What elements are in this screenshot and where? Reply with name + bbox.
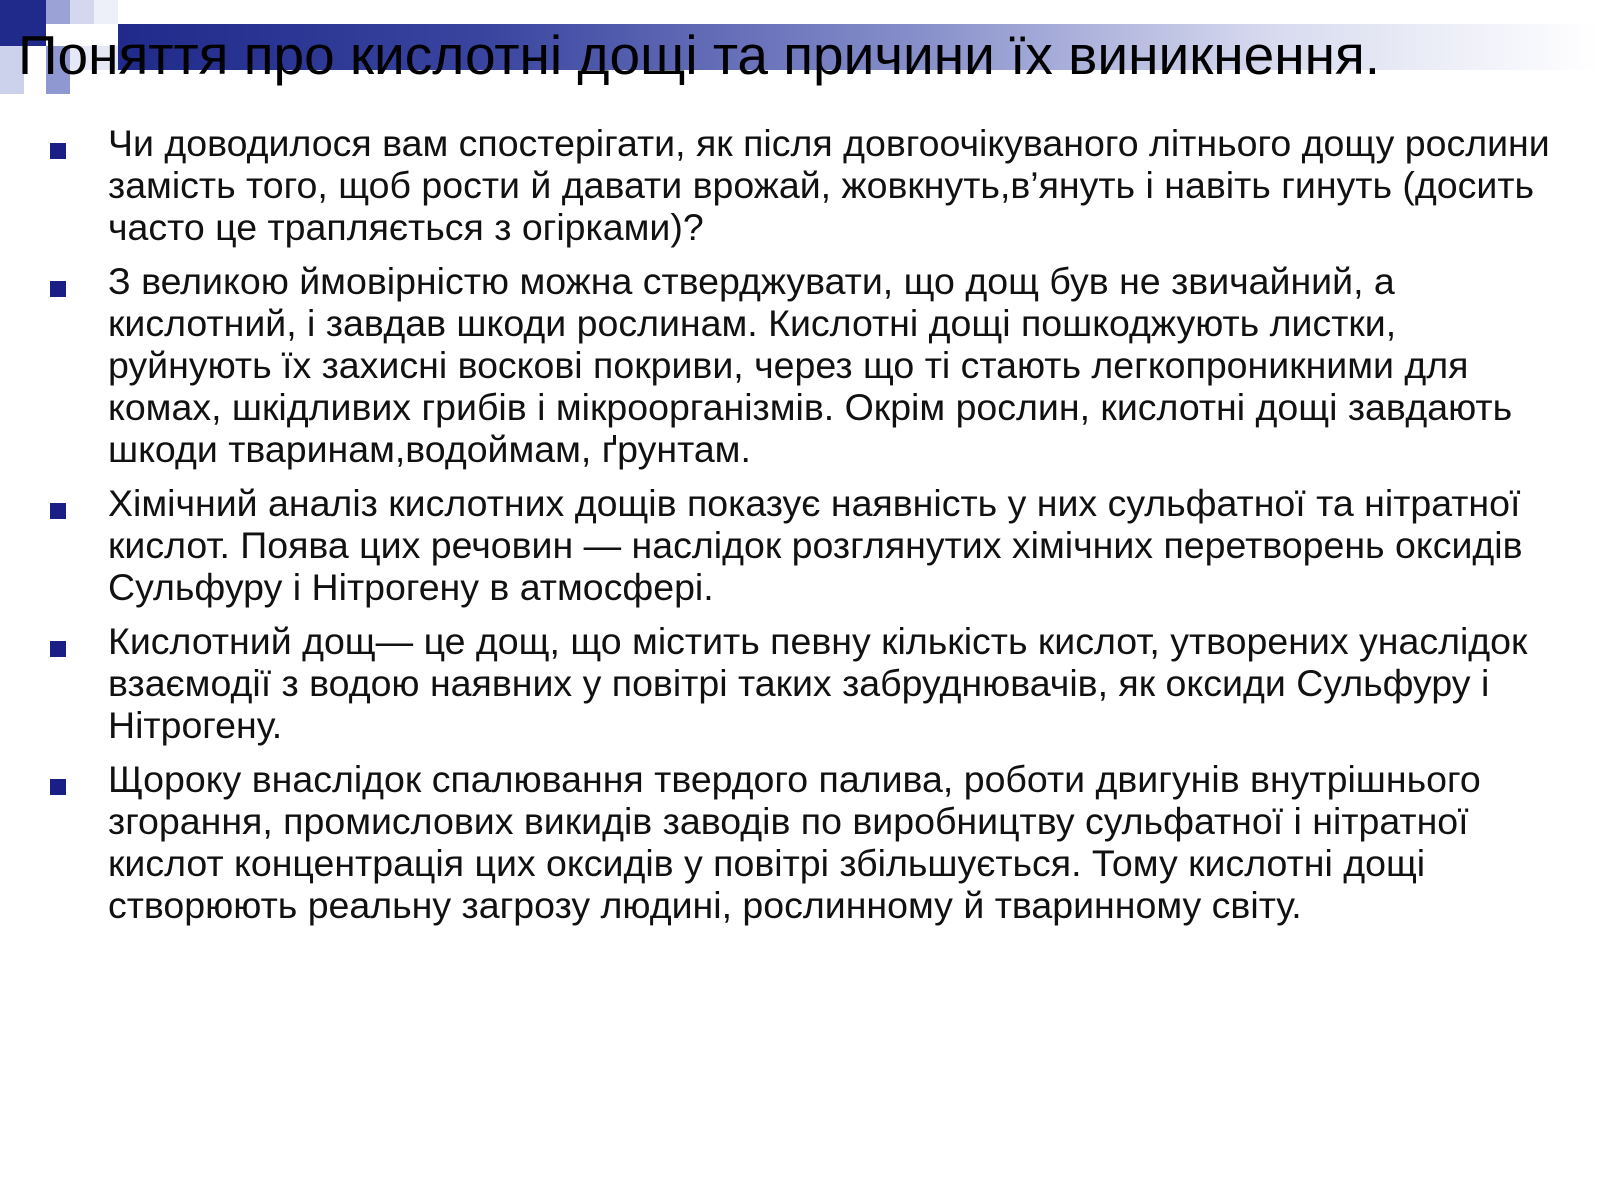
square-bullet-icon: [50, 641, 66, 657]
bullet-text: Чи доводилося вам спостерігати, як після довгоочікуваного літнього дощу рослини замість того, щоб рости й давати врожай, жовкнуть,в’януть і навіть гинуть (досить часто це трапляється з огірками)?: [108, 122, 1550, 248]
bullet-list: [0, 122, 1600, 938]
square-bullet-icon: [50, 503, 66, 519]
square-bullet-icon: [50, 281, 66, 297]
bullet-item: [0, 758, 1600, 926]
bullet-text: Хімічний аналіз кислотних дощів показує наявність у них сульфатної та нітратної кислот. Поява цих речовин — наслідок розглянутих хімічних перетворень оксидів Сульфуру і Нітрогену в атмосфері.: [108, 482, 1523, 608]
bullet-item: [0, 620, 1600, 746]
square-bullet-icon: [50, 779, 66, 795]
bullet-item: [0, 482, 1600, 608]
slide-title: Поняття про кислотні дощі та причини їх виникнення.: [18, 24, 1381, 86]
bullet-text: Щороку внаслідок спалювання твердого палива, роботи двигунів внутрішнього згорання, промислових викидів заводів по виробництву сульфатної і нітратної кислот концентрація цих оксидів у повітрі збільшується. Тому кислотні дощі створюють реальну загрозу людині, рослинному й тваринному світу.: [108, 758, 1481, 926]
bullet-item: [0, 122, 1600, 248]
bullet-text: З великою ймовірністю можна стверджувати, що дощ був не звичайний, а кислотний, і завдав шкоди рослинам. Кислотні дощі пошкоджують листки, руйнують їх захисні воскові покриви, через що ті стають легкопроникними для комах, шкідливих грибів і мікроорганізмів. Окрім рослин, кислотні дощі завдають шкоди тваринам,водоймам, ґрунтам.: [108, 260, 1513, 470]
square-bullet-icon: [50, 143, 66, 159]
bullet-item: [0, 260, 1600, 470]
bullet-text: Кислотний дощ— це дощ, що містить певну кількість кислот, утворених унаслідок взаємодії з водою наявних у повітрі таких забруднювачів, як оксиди Сульфуру і Нітрогену.: [108, 620, 1528, 746]
